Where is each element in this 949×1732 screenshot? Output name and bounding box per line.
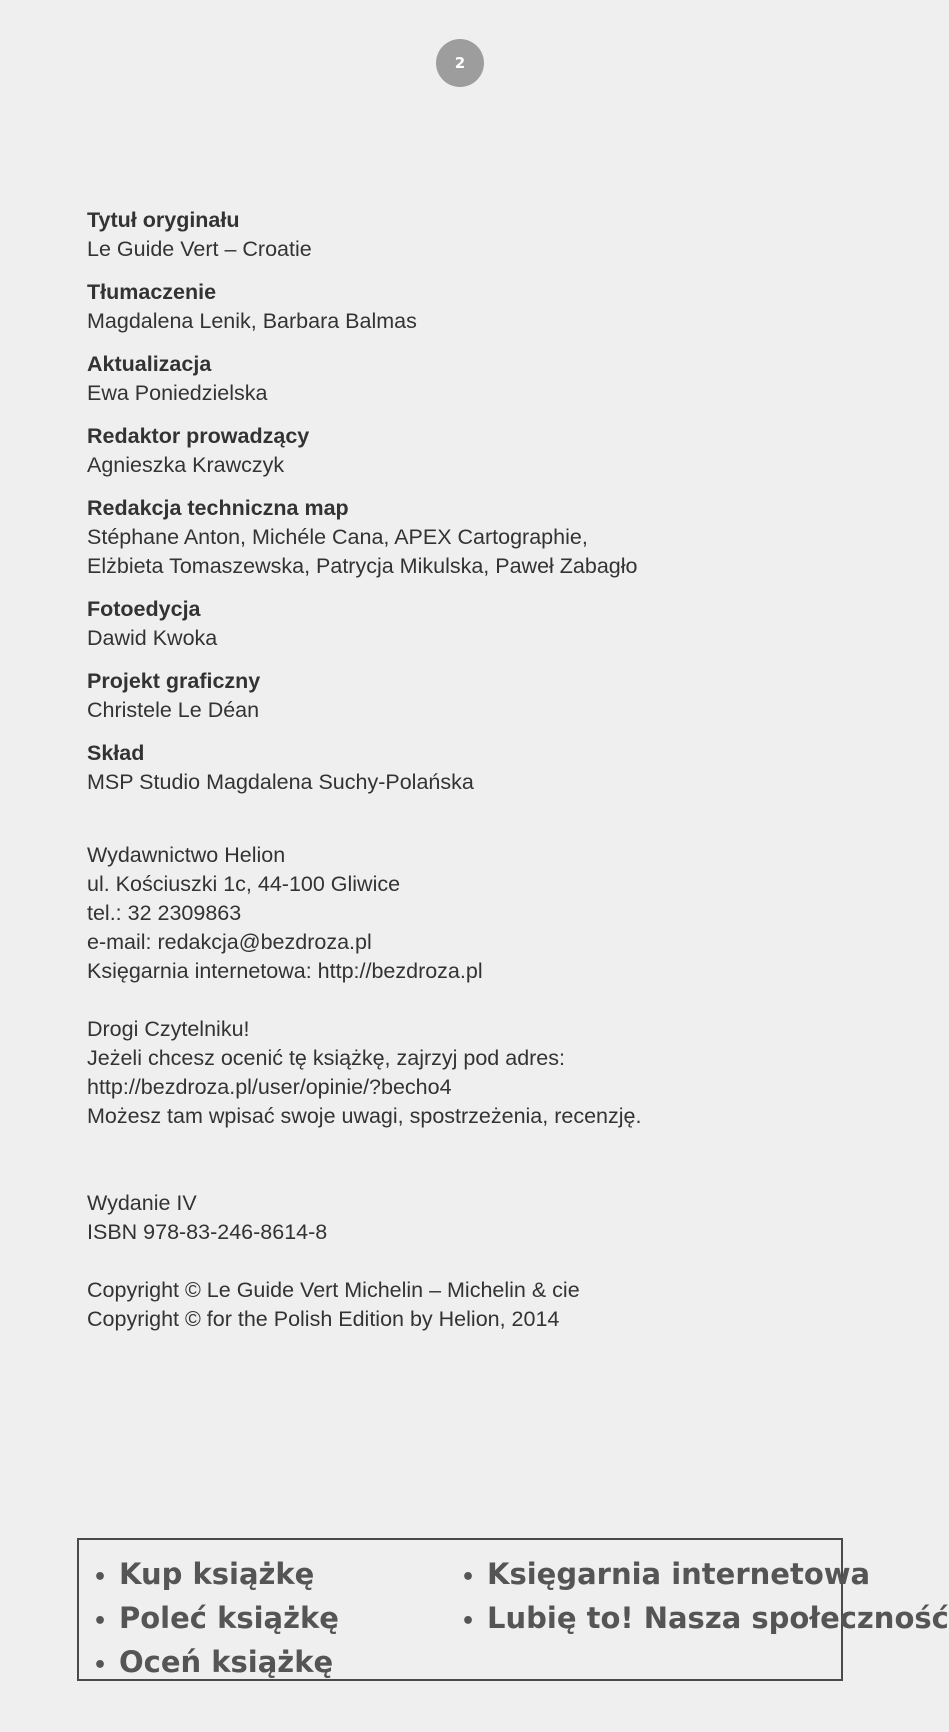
recommend-book-link[interactable]: Poleć książkę bbox=[119, 1601, 339, 1635]
reader-greeting: Drogi Czytelniku! bbox=[87, 1017, 250, 1041]
credits-section bbox=[87, 206, 847, 811]
copyright-line: Copyright © Le Guide Vert Michelin – Michelin & cie bbox=[87, 1278, 580, 1302]
isbn: ISBN 978-83-246-8614-8 bbox=[87, 1220, 328, 1244]
credit-map-editing bbox=[87, 494, 847, 581]
community-link[interactable]: Nasza społeczność bbox=[643, 1601, 949, 1635]
credit-label: Projekt graficzny bbox=[87, 669, 261, 693]
footer-item-buy bbox=[93, 1554, 339, 1598]
bullet-icon: • bbox=[461, 1609, 476, 1634]
bullet-icon: • bbox=[93, 1609, 108, 1634]
footer-item-bookstore bbox=[461, 1554, 949, 1598]
page-number-badge: 2 bbox=[436, 39, 484, 87]
copyright-line: Copyright © for the Polish Edition by Helion, 2014 bbox=[87, 1307, 560, 1331]
like-link[interactable]: Lubię to! bbox=[487, 1601, 634, 1635]
bullet-icon: • bbox=[461, 1565, 476, 1590]
publisher-phone: tel.: 32 2309863 bbox=[87, 901, 242, 925]
credit-value: Le Guide Vert – Croatie bbox=[87, 237, 312, 261]
edition-info bbox=[87, 1189, 867, 1247]
credit-update bbox=[87, 350, 847, 408]
credit-photo-editing bbox=[87, 595, 847, 653]
footer-links-left bbox=[93, 1554, 339, 1686]
reader-note-line: Możesz tam wpisać swoje uwagi, spostrzeżenia, recenzję. bbox=[87, 1104, 642, 1128]
credit-value: Stéphane Anton, Michéle Cana, APEX Cartographie, bbox=[87, 525, 588, 549]
bullet-icon: • bbox=[93, 1565, 108, 1590]
credit-label: Skład bbox=[87, 741, 145, 765]
copyright-info bbox=[87, 1276, 867, 1334]
reader-note-line: Jeżeli chcesz ocenić tę książkę, zajrzyj pod adres: bbox=[87, 1046, 565, 1070]
credit-label: Tytuł oryginału bbox=[87, 208, 240, 232]
like-community-group bbox=[487, 1598, 949, 1638]
credit-value: Magdalena Lenik, Barbara Balmas bbox=[87, 309, 417, 333]
footer-item-recommend bbox=[93, 1598, 339, 1642]
edition-number: Wydanie IV bbox=[87, 1191, 197, 1215]
footer-item-rate bbox=[93, 1642, 339, 1686]
credit-label: Aktualizacja bbox=[87, 352, 212, 376]
credit-label: Redakcja techniczna map bbox=[87, 496, 349, 520]
bullet-icon: • bbox=[93, 1653, 108, 1678]
footer-links-box bbox=[77, 1538, 949, 1681]
publisher-shop: Księgarnia internetowa: http://bezdroza.pl bbox=[87, 959, 483, 983]
credit-graphic-design bbox=[87, 667, 847, 725]
reader-note bbox=[87, 1015, 867, 1131]
credit-label: Tłumaczenie bbox=[87, 280, 217, 304]
credit-managing-editor bbox=[87, 422, 847, 480]
publisher-email: e-mail: redakcja@bezdroza.pl bbox=[87, 930, 372, 954]
buy-book-link[interactable]: Kup książkę bbox=[119, 1557, 315, 1591]
publisher-info bbox=[87, 841, 867, 986]
credit-value: Dawid Kwoka bbox=[87, 626, 218, 650]
credit-original-title bbox=[87, 206, 847, 264]
credit-value: Elżbieta Tomaszewska, Patrycja Mikulska, Paweł Zabagło bbox=[87, 554, 638, 578]
credit-typesetting bbox=[87, 739, 847, 797]
reader-review-url: http://bezdroza.pl/user/opinie/?becho4 bbox=[87, 1075, 452, 1099]
footer-item-like bbox=[461, 1598, 949, 1642]
credit-value: Christele Le Déan bbox=[87, 698, 260, 722]
credit-value: MSP Studio Magdalena Suchy-Polańska bbox=[87, 770, 474, 794]
credit-label: Redaktor prowadzący bbox=[87, 424, 310, 448]
credit-value: Ewa Poniedzielska bbox=[87, 381, 268, 405]
publisher-name: Wydawnictwo Helion bbox=[87, 843, 286, 867]
credit-label: Fotoedycja bbox=[87, 597, 201, 621]
credit-value: Agnieszka Krawczyk bbox=[87, 453, 285, 477]
footer-links-right bbox=[461, 1554, 949, 1642]
online-bookstore-link[interactable]: Księgarnia internetowa bbox=[487, 1557, 871, 1591]
publisher-address: ul. Kościuszki 1c, 44-100 Gliwice bbox=[87, 872, 401, 896]
rate-book-link[interactable]: Oceń książkę bbox=[119, 1645, 334, 1679]
credit-translation bbox=[87, 278, 847, 336]
